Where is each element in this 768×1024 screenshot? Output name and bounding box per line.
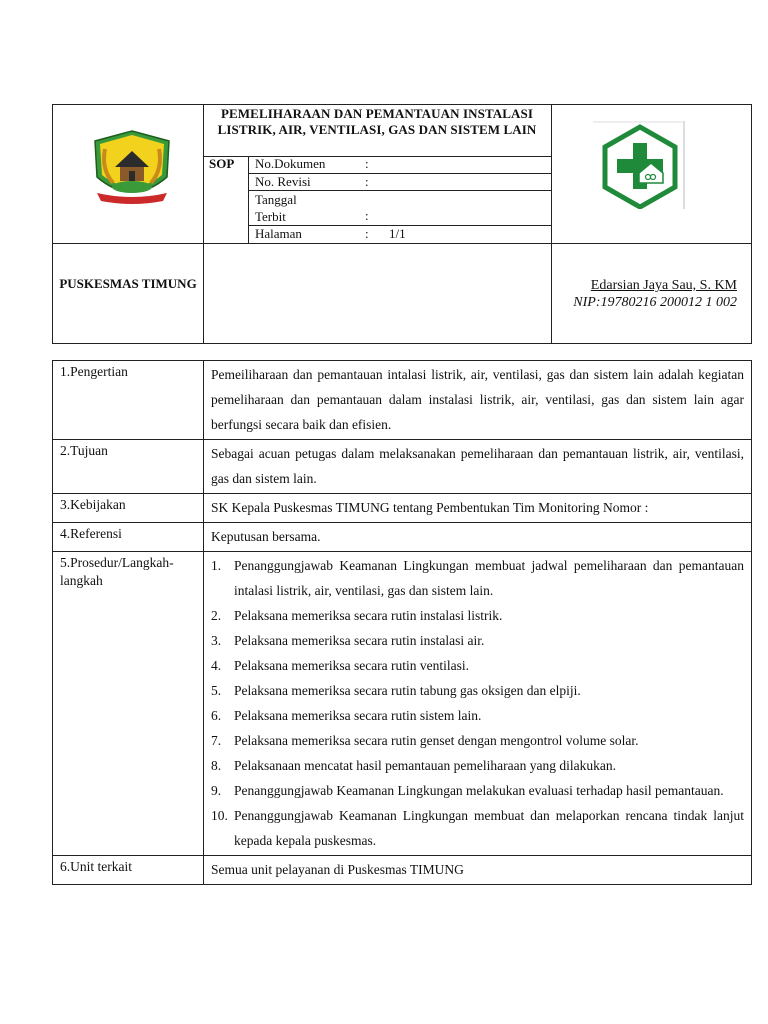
section-key: 5.Prosedur/Langkah-langkah	[53, 552, 204, 856]
signer-name: Edarsian Jaya Sau, S. KM	[590, 278, 737, 293]
step-text: Pelaksana memeriksa secara rutin sistem lain.	[234, 708, 482, 723]
list-item: 8. Pelaksanaan mencatat hasil pemantauan pemeliharaan yang dilakukan.	[211, 758, 616, 773]
section-text: Semua unit pelayanan di Puskesmas TIMUNG	[204, 856, 752, 885]
table-row	[53, 552, 752, 856]
section-key: 1.Pengertian	[53, 361, 204, 440]
step-text: Penanggungjawab Keamanan Lingkungan melakukan evaluasi terhadap hasil pemantauan.	[234, 783, 724, 798]
table-row	[53, 523, 752, 552]
meta-label: No. Revisi	[255, 174, 311, 189]
list-item: 9. Penanggungjawab Keamanan Lingkungan melakukan evaluasi terhadap hasil pemantauan.	[211, 783, 724, 798]
section-key: 3.Kebijakan	[53, 494, 204, 523]
organization-name: PUSKESMAS TIMUNG	[59, 276, 197, 291]
section-text: Pemeiliharaan dan pemantauan intalasi listrik, air, ventilasi, gas dan sistem lain adalah kegiatan pemeliharaan dan pemantauan dalam instalasi listrik, air, ventilasi, gas dan sistem lain agar berfungsi secara baik dan efisien.	[204, 361, 752, 440]
table-row	[53, 856, 752, 885]
section-text: SK Kepala Puskesmas TIMUNG tentang Pembentukan Tim Monitoring Nomor :	[204, 494, 752, 523]
list-item: 10. Penanggungjawab Keamanan Lingkungan membuat dan melaporkan rencana tindak lanjut kepada kepala puskesmas.	[211, 808, 744, 848]
table-row	[53, 494, 752, 523]
meta-label: No.Dokumen	[255, 156, 326, 171]
list-item: 1. Penanggungjawab Keamanan Lingkungan membuat jadwal pemeliharaan dan pemantauan intalasi listrik, air, ventilasi, gas dan sistem lain.	[211, 558, 744, 598]
step-text: Pelaksana memeriksa secara rutin genset dengan mengontrol volume solar.	[234, 733, 639, 748]
section-text: Keputusan bersama.	[204, 523, 752, 552]
signer-block	[553, 277, 737, 311]
list-item: 3. Pelaksana memeriksa secara rutin instalasi air.	[211, 633, 485, 648]
section-key: 6.Unit terkait	[53, 856, 204, 885]
meta-label: Halaman	[255, 226, 302, 241]
sop-content-table	[52, 360, 752, 885]
table-row	[53, 361, 752, 440]
sop-label: SOP	[209, 156, 235, 171]
list-item: 6. Pelaksana memeriksa secara rutin sistem lain.	[211, 708, 482, 723]
meta-label: Tanggal Terbit	[255, 192, 297, 224]
list-item: 5. Pelaksana memeriksa secara rutin tabung gas oksigen dan elpiji.	[211, 683, 581, 698]
section-key: 2.Tujuan	[53, 440, 204, 494]
list-item: 4. Pelaksana memeriksa secara rutin ventilasi.	[211, 658, 470, 673]
section-text: Sebagai acuan petugas dalam melaksanakan pemeliharaan dan pemantauan listrik, air, ventilasi, gas dan sistem lain.	[204, 440, 752, 494]
step-text: Penanggungjawab Keamanan Lingkungan membuat dan melaporkan rencana tindak lanjut kepada kepala puskesmas.	[234, 808, 744, 848]
step-text: Pelaksanaan mencatat hasil pemantauan pemeliharaan yang dilakukan.	[234, 758, 616, 773]
procedure-steps	[204, 552, 752, 856]
puskesmas-cross-icon	[593, 121, 687, 209]
step-text: Pelaksana memeriksa secara rutin instalasi air.	[234, 633, 485, 648]
table-row	[53, 440, 752, 494]
document-title: PEMELIHARAAN DAN PEMANTAUAN INSTALASI LISTRIK, AIR, VENTILASI, GAS DAN SISTEM LAIN	[217, 106, 537, 137]
section-key: 4.Referensi	[53, 523, 204, 552]
step-text: Pelaksana memeriksa secara rutin tabung gas oksigen dan elpiji.	[234, 683, 581, 698]
signer-nip: NIP:19780216 200012 1 002	[573, 295, 737, 310]
list-item: 2. Pelaksana memeriksa secara rutin instalasi listrik.	[211, 608, 503, 623]
step-text: Pelaksana memeriksa secara rutin instalasi listrik.	[234, 608, 503, 623]
header-table: PEMELIHARAAN DAN PEMANTAUAN INSTALASI LISTRIK, AIR, VENTILASI, GAS DAN SISTEM LAIN SOP No.Dokumen : No. Revisi : Tanggal Terbit : Halaman : 1/1 PUSKESMAS TIMUNG Edarsian Jaya Sau, S. KM NIP:19780216 200012 1 002	[52, 104, 752, 344]
step-text: Penanggungjawab Keamanan Lingkungan membuat jadwal pemeliharaan dan pemantauan intalasi listrik, air, ventilasi, gas dan sistem lain.	[234, 558, 744, 598]
meta-value: 1/1	[389, 226, 406, 241]
step-text: Pelaksana memeriksa secara rutin ventilasi.	[234, 658, 470, 673]
regional-emblem-icon	[87, 127, 177, 205]
list-item: 7. Pelaksana memeriksa secara rutin genset dengan mengontrol volume solar.	[211, 733, 639, 748]
steps-list	[211, 553, 744, 853]
